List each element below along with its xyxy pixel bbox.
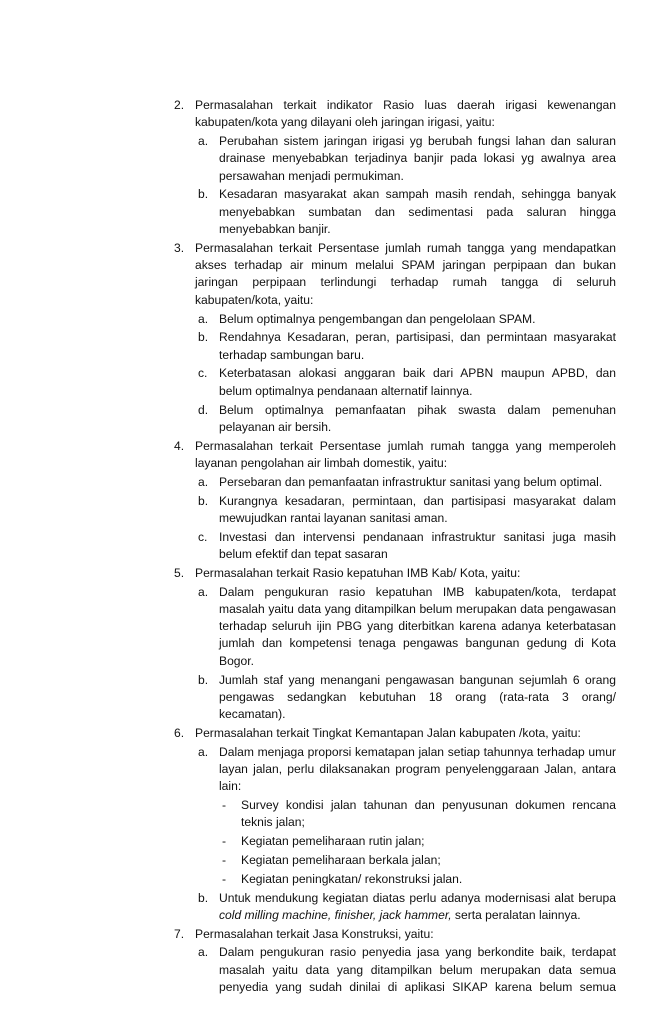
list-item-text: Permasalahan terkait Persentase jumlah rumah tangga yang memperoleh layanan pengolahan air limbah domestik, yaitu: [195, 438, 616, 470]
sub-letter: b. [198, 672, 209, 687]
sub-item [174, 529, 616, 564]
dash-item-text: Kegiatan peningkatan/ rekonstruksi jalan. [241, 871, 463, 886]
sub-item [174, 329, 616, 364]
dash-marker: - [222, 852, 227, 867]
dash-marker: - [222, 798, 227, 813]
sub-letter: a. [198, 474, 209, 489]
sub-item [174, 133, 616, 185]
sub-item [174, 944, 616, 996]
sub-item [174, 890, 616, 925]
sub-item [174, 584, 616, 670]
sub-item [174, 186, 616, 238]
sub-item-text: Rendahnya Kesadaran, peran, partisipasi, dan permintaan masyarakat terhadap sambungan baru. [219, 330, 616, 362]
document-body [174, 97, 616, 998]
sub-letter: a. [198, 311, 209, 326]
sub-item [174, 744, 616, 888]
sub-letter: a. [198, 744, 209, 759]
sub-item-text [219, 890, 616, 925]
sub-text-after: serta peralatan lainnya. [451, 907, 581, 922]
sub-item-text: Jumlah staf yang menangani pengawasan bangunan sejumlah 6 orang pengawas sedangkan kebutuhan 18 orang (rata-rata 3 orang/ kecamatan). [219, 672, 616, 722]
sub-item-text: Perubahan sistem jaringan irigasi yg berubah fungsi lahan dan saluran drainase menyebabkan terjadinya banjir pada lokasi yg awalnya area persawahan menjadi permukiman. [219, 134, 616, 183]
sub-item-text: Belum optimalnya pengembangan dan pengelolaan SPAM. [219, 311, 536, 326]
list-item-text: Permasalahan terkait Jasa Konstruksi, yaitu: [195, 926, 434, 941]
list-item-text: Permasalahan terkait indikator Rasio luas daerah irigasi kewenangan kabupaten/kota yang dilayani oleh jaringan irigasi, yaitu: [195, 98, 616, 130]
sub-item-text: Investasi dan intervensi pendanaan infrastruktur sanitasi juga masih belum efektif dan tepat sasaran [219, 529, 616, 561]
sub-item [174, 672, 616, 724]
dash-marker: - [222, 871, 227, 886]
list-item [174, 725, 616, 924]
sub-letter: a. [198, 945, 209, 960]
sub-item [174, 474, 616, 491]
list-number: 4. [174, 438, 185, 453]
sub-letter: b. [198, 493, 209, 508]
sub-item-text: Dalam pengukuran rasio penyedia jasa yang berkondite baik, terdapat masalah yaitu data yang ditampilkan belum merupakan data semua penyedia yang sudah dinilai di aplikasi SIKAP karena belum semua [219, 945, 616, 995]
list-item [174, 240, 616, 436]
list-number: 6. [174, 725, 185, 740]
sub-item-text: Belum optimalnya pemanfaatan pihak swasta dalam pemenuhan pelayanan air bersih. [219, 402, 616, 434]
list-number: 3. [174, 240, 185, 255]
dash-item [174, 871, 616, 888]
dash-marker: - [222, 834, 227, 849]
sub-text-italic: cold milling machine, finisher, jack hammer, [219, 907, 452, 922]
sub-item-text: Dalam pengukuran rasio kepatuhan IMB kabupaten/kota, terdapat masalah yaitu data yang ditampilkan belum merupakan data pengawasan terhadap seluruh ijin PBG yang diterbitkan karena adanya keterbatasan jumlah dan kompetensi tenaga pengawas bangunan gedung di Kota Bogor. [219, 584, 616, 668]
list-item [174, 438, 616, 564]
sub-item [174, 365, 616, 400]
dash-item-text: Kegiatan pemeliharaan rutin jalan; [241, 834, 425, 849]
sub-letter: a. [198, 584, 209, 599]
sub-item [174, 493, 616, 528]
sub-letter: c. [198, 366, 208, 381]
sub-letter: d. [198, 402, 209, 417]
list-item [174, 97, 616, 238]
sub-letter: b. [198, 187, 209, 202]
list-item-text: Permasalahan terkait Persentase jumlah rumah tangga yang mendapatkan akses terhadap air minum melalui SPAM jaringan perpipaan dan bukan jaringan perpipaan terlindungi terhadap rumah tangga di seluruh kabupaten/kota, yaitu: [195, 240, 616, 307]
list-number: 7. [174, 926, 185, 941]
sub-letter: a. [198, 134, 209, 149]
list-item [174, 565, 616, 724]
sub-item [174, 311, 616, 328]
dash-item-text: Survey kondisi jalan tahunan dan penyusunan dokumen rencana teknis jalan; [241, 798, 616, 830]
list-number: 2. [174, 98, 185, 112]
sub-text-before: Untuk mendukung kegiatan diatas perlu adanya modernisasi alat berupa [219, 890, 616, 905]
dash-item [174, 852, 616, 869]
sub-item-text: Dalam menjaga proporsi kematapan jalan setiap tahunnya terhadap umur layan jalan, perlu dilaksanakan program penyelenggaraan Jalan, antara lain: [219, 744, 616, 794]
sub-letter: c. [198, 529, 208, 544]
sub-item-text: Keterbatasan alokasi anggaran baik dari APBN maupun APBD, dan belum optimalnya pendanaan alternatif lainnya. [219, 366, 616, 398]
sub-item-text: Kurangnya kesadaran, permintaan, dan partisipasi masyarakat dalam mewujudkan rantai layanan sanitasi aman. [219, 493, 616, 525]
sub-letter: b. [198, 330, 209, 345]
list-item-text: Permasalahan terkait Rasio kepatuhan IMB Kab/ Kota, yaitu: [195, 565, 521, 580]
sub-item-text: Kesadaran masyarakat akan sampah masih rendah, sehingga banyak menyebabkan sumbatan dan sedimentasi pada saluran hingga menyebabkan banjir. [219, 187, 616, 237]
dash-item [174, 833, 616, 850]
dash-item [174, 797, 616, 832]
sub-letter: b. [198, 890, 209, 905]
sub-item [174, 402, 616, 437]
dash-item-text: Kegiatan pemeliharaan berkala jalan; [241, 852, 441, 867]
sub-item-text: Persebaran dan pemanfaatan infrastruktur sanitasi yang belum optimal. [219, 474, 603, 489]
list-number: 5. [174, 565, 185, 580]
list-item [174, 926, 616, 997]
list-item-text: Permasalahan terkait Tingkat Kemantapan Jalan kabupaten /kota, yaitu: [195, 725, 581, 740]
